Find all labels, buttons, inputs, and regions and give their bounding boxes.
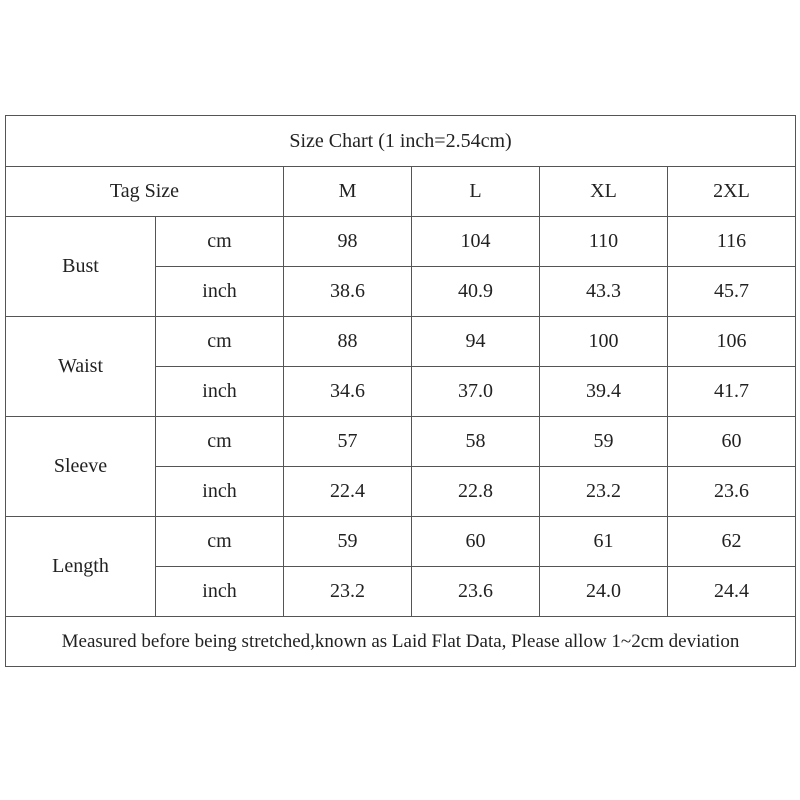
measure-name-bust: Bust	[6, 217, 156, 317]
unit-cell: inch	[156, 467, 284, 517]
size-header-2xl: 2XL	[668, 167, 796, 217]
value-cell: 106	[668, 317, 796, 367]
value-cell: 23.6	[668, 467, 796, 517]
value-cell: 24.0	[540, 567, 668, 617]
value-cell: 88	[284, 317, 412, 367]
value-cell: 59	[540, 417, 668, 467]
size-chart-table	[5, 115, 796, 667]
value-cell: 43.3	[540, 267, 668, 317]
value-cell: 39.4	[540, 367, 668, 417]
value-cell: 57	[284, 417, 412, 467]
value-cell: 23.6	[412, 567, 540, 617]
value-cell: 60	[668, 417, 796, 467]
measure-name-waist: Waist	[6, 317, 156, 417]
value-cell: 94	[412, 317, 540, 367]
unit-cell: cm	[156, 317, 284, 367]
value-cell: 61	[540, 517, 668, 567]
value-cell: 23.2	[540, 467, 668, 517]
value-cell: 24.4	[668, 567, 796, 617]
table-row	[6, 217, 796, 267]
value-cell: 110	[540, 217, 668, 267]
unit-cell: cm	[156, 417, 284, 467]
value-cell: 41.7	[668, 367, 796, 417]
value-cell: 22.8	[412, 467, 540, 517]
value-cell: 62	[668, 517, 796, 567]
value-cell: 45.7	[668, 267, 796, 317]
chart-title: Size Chart (1 inch=2.54cm)	[6, 116, 796, 167]
value-cell: 23.2	[284, 567, 412, 617]
size-header-l: L	[412, 167, 540, 217]
measure-name-length: Length	[6, 517, 156, 617]
note-row	[6, 617, 796, 667]
unit-cell: inch	[156, 267, 284, 317]
title-row	[6, 116, 796, 167]
value-cell: 59	[284, 517, 412, 567]
value-cell: 98	[284, 217, 412, 267]
value-cell: 34.6	[284, 367, 412, 417]
value-cell: 40.9	[412, 267, 540, 317]
tag-size-label: Tag Size	[6, 167, 284, 217]
value-cell: 22.4	[284, 467, 412, 517]
value-cell: 116	[668, 217, 796, 267]
value-cell: 100	[540, 317, 668, 367]
unit-cell: cm	[156, 517, 284, 567]
value-cell: 58	[412, 417, 540, 467]
size-header-xl: XL	[540, 167, 668, 217]
unit-cell: inch	[156, 567, 284, 617]
table-row	[6, 517, 796, 567]
table-row	[6, 317, 796, 367]
measure-name-sleeve: Sleeve	[6, 417, 156, 517]
measurement-note: Measured before being stretched,known as Laid Flat Data, Please allow 1~2cm deviation	[6, 617, 796, 667]
value-cell: 38.6	[284, 267, 412, 317]
size-header-m: M	[284, 167, 412, 217]
value-cell: 37.0	[412, 367, 540, 417]
unit-cell: inch	[156, 367, 284, 417]
value-cell: 104	[412, 217, 540, 267]
table-row	[6, 417, 796, 467]
size-header-row	[6, 167, 796, 217]
value-cell: 60	[412, 517, 540, 567]
unit-cell: cm	[156, 217, 284, 267]
